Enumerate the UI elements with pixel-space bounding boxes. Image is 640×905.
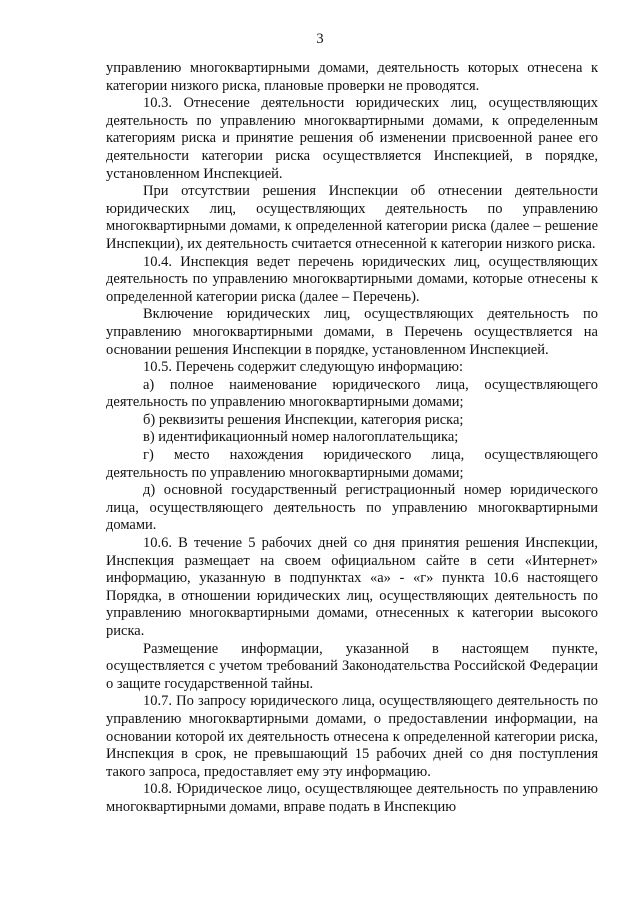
paragraph: 10.4. Инспекция ведет перечень юридических лиц, осуществляющих деятельность по управлению многоквартирными домами, которые отнесены к определенной категории риска (далее – Перечень). [106,253,598,305]
paragraph: 10.3. Отнесение деятельности юридических лиц, осуществляющих деятельность по управлению многоквартирными домами, к определенным категориям риска и принятие решения об изменении присвоенной ранее его деятельности категории риска осуществляется Инспекцией, в порядке, установленном Инспекцией. [106,95,598,182]
paragraph: б) реквизиты решения Инспекции, категория риска; [143,411,464,428]
paragraph: управлению многоквартирными домами, деятельность которых отнесена к категории низкого риска, плановые проверки не проводятся. [106,60,598,94]
paragraph: 10.8. Юридическое лицо, осуществляющее деятельность по управлению многоквартирными домами, вправе подать в Инспекцию [106,781,598,815]
paragraph: в) идентификационный номер налогоплательщика; [143,429,459,446]
paragraph: д) основной государственный регистрационный номер юридического лица, осуществляющего деятельность по управлению многоквартирными домами. [106,482,598,534]
paragraph: При отсутствии решения Инспекции об отнесении деятельности юридических лиц, осуществляющих деятельность по управлению многоквартирными домами, к определенной категории риска (далее – решение Инспекции), их деятельность считается отнесенной к категории низкого риска. [106,183,598,252]
paragraph: 10.5. Перечень содержит следующую информацию: [143,359,463,376]
paragraph: а) полное наименование юридического лица, осуществляющего деятельность по управлению многоквартирными домами; [106,376,598,411]
paragraph: Включение юридических лиц, осуществляющих деятельность по управлению многоквартирными домами, в Перечень осуществляется на основании решения Инспекции в порядке, установленном Инспекцией. [106,306,598,358]
document-body [106,60,598,817]
page-number: 3 [316,31,324,47]
paragraph: г) место нахождения юридического лица, осуществляющего деятельность по управлению многоквартирными домами; [106,447,598,481]
paragraph: 10.6. В течение 5 рабочих дней со дня принятия решения Инспекции, Инспекция размещает на своем официальном сайте в сети «Интернет» информацию, указанную в подпунктах «а» - «г» пункта 10.6 настоящего Порядка, в отношении юридических лиц, осуществляющих деятельность по управлению многоквартирными домами, отнесенных к категории высокого риска. [106,535,598,639]
paragraph: 10.7. По запросу юридического лица, осуществляющего деятельность по управлению многоквартирными домами, о предоставлении информации, на основании которой их деятельность отнесена к определенной категории риска, Инспекция в срок, не превышающий 15 рабочих дней со дня поступления такого запроса, предоставляет ему эту информацию. [106,693,598,780]
paragraph: Размещение информации, указанной в настоящем пункте, осуществляется с учетом требований Законодательства Российской Федерации о защите государственной тайны. [106,640,598,692]
